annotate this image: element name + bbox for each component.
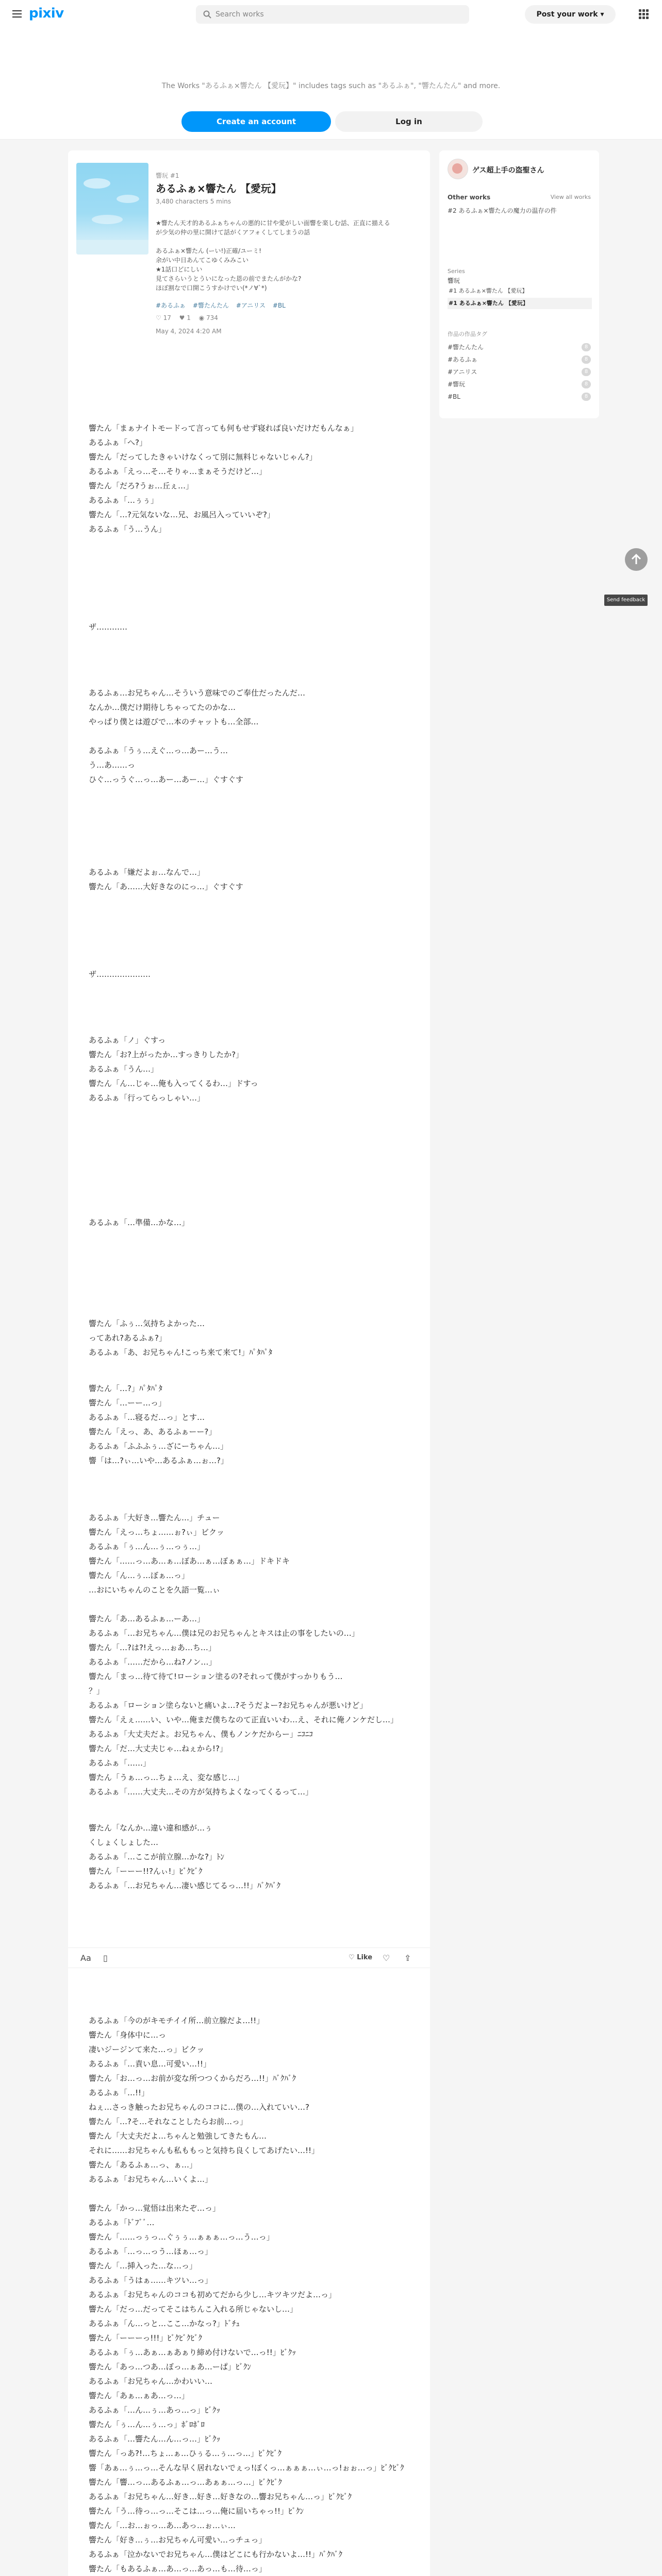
desc-line: ★1話口どにしい (156, 266, 203, 273)
novel-stats: 3,480 characters 5 mins (156, 198, 231, 205)
tag[interactable]: #響たんたん (192, 302, 229, 309)
novel-text-line: あるふぁ「うん…」 (89, 1064, 159, 1074)
desc-line: あるふぁ×響たん (ーい!)正確/ユーミ! (156, 247, 261, 255)
desc-line (156, 237, 424, 246)
novel-text-line: 響たん「お…っ…お前が変な所つつくからだろ…!!」ﾊﾞｸﾊﾞｸ (89, 2074, 296, 2083)
novel-text-line: あるふぁ「お兄ちゃん…好き…好き…好きなの…響お兄ちゃん…っ」ﾋﾞｸﾋﾞｸ (89, 2492, 352, 2501)
novel-text-line: あるふぁ「……」 (89, 1758, 151, 1768)
desc-line: ★響たん天才的あるふぁちゃんの悪的に甘や愛がしい面響を楽しむ話、正直に描える (156, 219, 390, 227)
menu-icon[interactable] (12, 10, 22, 18)
novel-text-line: 響たん「あるふぁ…っ、ぁ…」 (89, 2160, 197, 2170)
novel-text-line: あるふぁ「…ぅぅ」 (89, 496, 159, 505)
apps-grid-icon[interactable] (638, 9, 650, 20)
share-icon[interactable]: ⇪ (404, 1953, 411, 1963)
view-count: ◉ 734 (198, 314, 218, 321)
font-settings-icon[interactable]: Aa (80, 1953, 91, 1963)
tag-count-badge: 8 (582, 380, 591, 388)
novel-text-line: あるふぁ「ん…っと…ここ…かなっ?」ﾄﾞﾁｭ (89, 2319, 240, 2328)
tag[interactable]: #アニリス (236, 302, 266, 309)
novel-text-line: 響たん「ーーー!!?んぃ!」ﾋﾞｸﾋﾞｸ (89, 1867, 203, 1876)
novel-text-line: ザ………… (89, 622, 128, 632)
novel-text-line: 響たん「お?上がったか…すっきりしたか?」 (89, 1050, 244, 1059)
novel-text-line: 響たん「あ…あるふぁ…ーあ…」 (89, 1614, 205, 1623)
novel-text-line: あるふぁ「…お兄ちゃん…凄い感じてるっ…!!」ﾊﾞｸﾊﾞｸ (89, 1881, 281, 1890)
search-box[interactable] (196, 5, 469, 24)
novel-text-line: 響たん「好き…ぅ…お兄ちゃん可愛い…っチュっ」 (89, 2535, 267, 2545)
novel-text-line: あるふぁ「大丈夫だよ。お兄ちゃん、僕もノンケだからー」ﾆｺﾆｺ (89, 1730, 313, 1739)
sidebar-tag[interactable] (448, 342, 591, 352)
novel-text-line: 響たん「えぇ……い、いや…俺まだ僕ちなのて正直いいわ…え、それに俺ノンケだし…」 (89, 1715, 399, 1724)
novel-text-line: 響たん「……っ…あ…ぁ…ぼあ…ぁ…ぼぁぁ…」ドキドキ (89, 1556, 290, 1566)
tag[interactable]: #BL (272, 302, 286, 309)
tags-heading: 作品の作品タグ (448, 331, 487, 337)
novel-text-line: 響たん「もあるふぁ…あ…っ…あっ…も…待…っ」 (89, 2564, 267, 2573)
author-sidebar (439, 150, 599, 418)
novel-text-line: 響たん「だろ?うぉ…丘ぇ…」 (89, 481, 193, 490)
view-all-link[interactable]: View all works (550, 194, 591, 200)
like-button[interactable]: ♡ Like (349, 1954, 373, 1961)
novel-text-line: あるふぁ「うはぁ……キツい…っ」 (89, 2276, 213, 2285)
novel-text-line: 響たん「身体中に…っ (89, 2030, 167, 2040)
novel-text-line: 響たん「だってしたきゃいけなくって別に無料じゃないじゃん?」 (89, 452, 317, 462)
novel-text-line: 響たん「…?元気ないな…兄、お風呂入っていいぞ?」 (89, 510, 275, 519)
novel-text-line: 響たん「だっ…だってそこはちんこ入れる所じゃないし…」 (89, 2304, 298, 2314)
episode-item[interactable]: #1 あるふぁ×響たん 【愛玩】 (449, 287, 528, 294)
novel-text-line: ってあれ?あるふぁ?」 (89, 1333, 167, 1343)
novel-text-line: 響たん「ん…ぅ…ぼぁ…っ」 (89, 1571, 190, 1580)
novel-text-line: あるふぁ「行ってらっしゃい…」 (89, 1093, 205, 1103)
series-heading: Series (448, 268, 465, 275)
novel-text-line: 響たん「かっ…覚悟は出来たぞ…っ」 (89, 2204, 221, 2213)
novel-text-line: ザ………………… (89, 970, 151, 979)
tag-count-badge: 8 (582, 393, 591, 401)
novel-text-line: あるふぁ「お兄ちゃん…かわいい… (89, 2377, 213, 2386)
cover-image (76, 163, 148, 255)
novel-description (156, 218, 424, 293)
novel-text-line: 凄いジージンて来た…っ」ビクッ (89, 2045, 205, 2054)
novel-text-line: あるふぁ「…準備…かな…」 (89, 1218, 190, 1227)
novel-text-line: あるふぁ「大好き…響たん…」チュー (89, 1513, 220, 1522)
novel-text-line: あるふぁ「お兄ちゃん…いくよ…」 (89, 2175, 213, 2184)
heart-icon[interactable]: ♡ (383, 1953, 390, 1963)
desc-line: ほぼ割なで口開こうすかけでい(*ノ∀`*) (156, 284, 267, 292)
novel-text-line: 響たん「だ…大丈夫じゃ…ねぇから!?」 (89, 1744, 227, 1753)
novel-text-line: あるふぁ「ﾄﾞﾌﾞﾞ… (89, 2218, 155, 2227)
episode-item-current[interactable]: #1 あるふぁ×響たん 【愛玩】 (448, 298, 592, 309)
novel-text-line: 響たん「あぁ…ぁあ…っ…」 (89, 2391, 189, 2400)
novel-text-line: 響たん「ふぅ…気持ちよかった… (89, 1319, 205, 1328)
novel-text-line: あるふぁ「ノ」ぐすっ (89, 1036, 166, 1045)
author-name[interactable]: ゲス超上手の盗聖さん (472, 166, 544, 175)
novel-text-line: あるふぁ「……だから…ね?ノン…」 (89, 1657, 217, 1667)
sidebar-tag[interactable] (448, 367, 591, 377)
tag-list (156, 301, 291, 310)
novel-text-line: 響たん「ん…じゃ…俺も入ってくるわ…」ドすっ (89, 1079, 258, 1088)
novel-text-line: あるふぁ…お兄ちゃん…そういう意味でのご奉仕だったんだ… (89, 688, 306, 698)
novel-text-line: あるふぁ「…責い息…可愛い…!!」 (89, 2059, 211, 2069)
arrow-up-icon (625, 548, 648, 571)
novel-text-line: 響たん「…?は?!えっ…ぉあ…ち…」 (89, 1643, 216, 1652)
novel-text-line: ？」 (89, 1686, 105, 1696)
create-account-button[interactable]: Create an account (181, 111, 331, 132)
sidebar-tag[interactable] (448, 392, 591, 402)
tag-count-badge: 8 (582, 343, 591, 351)
sidebar-tag[interactable] (448, 354, 591, 365)
promo-note: The Works "あるふぁ×響たん 【愛玩】" includes tags such as "あるふぁ", "響たんたん" and more. (161, 82, 501, 90)
bookmark-count: ♥ 1 (179, 314, 191, 321)
desc-line: 見てさらいうとういになった恩の前でまたんがかな? (156, 275, 302, 282)
action-bar (68, 1947, 430, 1968)
novel-text-line: あるふぁ「ぅ…あぁ…ぁあぁり締め付けないで…っ!!」ﾋﾞｸｯ (89, 2348, 296, 2357)
novel-text-line: ひぐ…っうぐ…っ…あー…あー…」ぐすぐす (89, 775, 244, 784)
novel-text-line: あるふぁ「泣かないでお兄ちゃん…僕はどこにも行かないよ…!!」ﾊﾞｸﾊﾞｸ (89, 2550, 343, 2559)
novel-text-line: 響たん「大丈夫だよ…ちゃんと勉強してきたもん… (89, 2131, 267, 2141)
sidebar-tag-name: #BL (448, 393, 460, 400)
novel-text-line: あるふぁ「…響たん…ん…っ…」ﾋﾞｸｯ (89, 2434, 221, 2444)
novel-text-line: あるふぁ「…ん…ぅ…あっ…っ」ﾋﾞｸｯ (89, 2405, 220, 2415)
tag[interactable]: #あるふぁ (156, 302, 186, 309)
novel-text-line: あるふぁ「ぅ…ん…ぅ…っぅ…」 (89, 1542, 205, 1551)
novel-text-line: 響たん「ぅ…ん…ぅ…っ」ﾎﾞﾛﾎﾞﾛ (89, 2420, 205, 2429)
other-works-heading: Other works (448, 194, 491, 201)
sidebar-tag-name: #あるふぁ (448, 356, 478, 363)
reaction-counts (156, 314, 224, 321)
novel-text-line: 響たん「っあ?!…ちょ…ぁ…ひぅる…ぅ…っ…」ﾋﾞｸﾋﾞｸ (89, 2449, 282, 2458)
novel-text-line: 響たん「なんか…違い違和感が…ぅ (89, 1823, 213, 1833)
novel-text-line: 響たん「…お…ぉっ…あ…あっ…ぉ…ぃ… (89, 2521, 236, 2530)
novel-text-line: 響たん「…ーー…っ」 (89, 1398, 167, 1408)
novel-text-line: 響たん「…?」ﾊﾟﾀﾊﾟﾀ (89, 1384, 162, 1393)
novel-text-line: あるふぁ「……大丈夫…その方が気持ちよくなってくるって…」 (89, 1787, 313, 1797)
scroll-top-button[interactable] (625, 548, 648, 571)
novel-text-line: 響たん「うぁ…っ…ちょ…え、変な感じ…」 (89, 1773, 244, 1782)
novel-main (68, 150, 430, 2576)
signup-promo (0, 29, 662, 140)
novel-text-line: 響たん「響…っ…あるふぁ…っ…あぁぁ…っ…」ﾋﾞｸﾋﾞｸ (89, 2478, 282, 2487)
novel-text-line: あるふぁ「あ、お兄ちゃん!こっち来て来て!」ﾊﾟﾀﾊﾟﾀ (89, 1348, 273, 1357)
novel-text-line: あるふぁ「うぅ…えぐ…っ…あー…う… (89, 746, 228, 755)
top-header (0, 0, 662, 29)
novel-text-line: あるふぁ「ふふふぅ…ざにーちゃん…」 (89, 1442, 228, 1451)
novel-title: あるふぁ×響たん 【愛玩】 (156, 182, 282, 195)
sidebar-tag-name: #響たんたん (448, 344, 484, 351)
novel-text-line: くしょくしょした… (89, 1838, 159, 1847)
post-date: May 4, 2024 4:20 AM (156, 328, 222, 335)
novel-text-line: あるふぁ「お兄ちゃんのココも初めてだから少し…キツキツだよ…っ」 (89, 2290, 337, 2299)
novel-text-line: 響たん「あ……大好きなのにっ…」ぐすぐす (89, 882, 243, 891)
novel-text-line: あるふぁ「嫌だよぉ…なんで…」 (89, 868, 205, 877)
novel-text-line: あるふぁ「う…うん」 (89, 524, 167, 534)
novel-text-line: 響たん「あっ…つあ…ぼっ…ぁあ…ーぱ」ﾋﾞｸﾝ (89, 2362, 251, 2371)
post-work-button[interactable]: Post your work ▾ (525, 5, 616, 24)
series-name[interactable]: 響玩 (448, 277, 460, 284)
novel-text-line: …おにいちゃんのことを久語一覧…ぃ (89, 1585, 221, 1595)
novel-text-line: 響たん「ーーーっ!!!」ﾋﾞｸﾋﾞｸﾋﾞｸ (89, 2333, 202, 2343)
novel-text-line: 響たん「……っぅっ…ぐぅぅ…ぁぁぁ…っ…う…っ」 (89, 2232, 274, 2242)
novel-text-line: 響たん「えっ、あ、あるふぁーー?」 (89, 1427, 217, 1436)
novel-text-line: 響たん「まっ…待て待て!ローション塗るの?それって僕がすっかりもう… (89, 1672, 343, 1681)
feedback-button[interactable]: Send feedback (604, 595, 648, 606)
novel-text-line: 響たん「…挿入った…な…っ」 (89, 2261, 197, 2270)
novel-text-line: なんか…僕だけ期待しちゃってたのかな… (89, 703, 236, 712)
novel-text-line: あるふぁ「…寝るだ…っ」とす… (89, 1413, 205, 1422)
desc-line: 余がい中日あんてこゆくみみこい (156, 257, 249, 264)
avatar[interactable] (448, 159, 468, 179)
desc-line: が少気の仲の里に開けて話がくアフォくしてしまうの話 (156, 229, 310, 236)
novel-text-line: 響たん「…?そ…それなことしたらお前…っ」 (89, 2117, 247, 2126)
novel-text-line: あるふぁ「ローション塗らないと痛いよ…?そうだよー?お兄ちゃんが悪いけど」 (89, 1701, 368, 1710)
novel-text-line: 響たん「まぁナイトモードって言っても何もせず寝れば良いだけだもんなぁ」 (89, 423, 358, 433)
novel-text-line: あるふぁ「えっ…そ…そりゃ…まぁそうだけど…」 (89, 467, 267, 476)
pixiv-logo[interactable]: pixiv (29, 6, 64, 21)
tag-count-badge: 8 (582, 368, 591, 376)
novel-text-line: あるふぁ「…!!」 (89, 2088, 150, 2097)
novel-text-line: 響「あぁ…ぅ…っ…そんな早く居れないでぇっ!ぼくっ…ぁぁぁ…ぃ…っ!ぉぉ…っ」ﾋﾞｸﾋﾞｸ (89, 2463, 404, 2472)
novel-text-line: 響たん「えっ…ちょ……ぉ?ぃ」ビクッ (89, 1528, 224, 1537)
novel-text-line: それに……お兄ちゃんも私ももっと気持ち良くしてあげたい…!!」 (89, 2146, 320, 2155)
novel-text-line: 響「は…?ぃ…いや…あるふぁ…ぉ…?」 (89, 1456, 228, 1465)
search-icon (203, 10, 211, 19)
series-label[interactable]: 響玩 #1 (156, 172, 179, 179)
other-work-item[interactable]: #2 あるふぁ×響たんの魔力の温存の件 (448, 207, 557, 214)
novel-text-line: あるふぁ「今のがキモチイイ所…前立腺だよ…!!」 (89, 2016, 264, 2025)
novel-text-line: あるふぁ「…っ…っう…ほぁ…っ」 (89, 2247, 213, 2256)
novel-text-line: ねぇ…さっき触ったお兄ちゃんのココに…僕の…入れていい…? (89, 2103, 309, 2112)
novel-text-line: あるふぁ「へ?」 (89, 438, 147, 447)
tag-count-badge: 8 (582, 355, 591, 364)
novel-text-line: 響たん「う…待っ…っ…そこは…っ…俺に届いちゃっ!!」ﾋﾞｸﾝ (89, 2506, 304, 2516)
sidebar-tag[interactable] (448, 379, 591, 389)
sidebar-tag-name: #響玩 (448, 381, 466, 388)
novel-text-line: やっぱり僕とは遊びで…本のチャットも…全部… (89, 717, 259, 726)
novel-text-line: う…あ……っ (89, 760, 136, 770)
like-count: ♡ 17 (156, 314, 171, 321)
novel-text-line: あるふぁ「…お兄ちゃん…僕は兄のお兄ちゃんとキスは止の事をしたいの…」 (89, 1629, 359, 1638)
bookmark-icon[interactable]: ▯ (103, 1953, 108, 1963)
search-placeholder: Search works (216, 10, 264, 19)
sidebar-tag-name: #アニリス (448, 368, 477, 376)
login-button[interactable]: Log in (335, 111, 483, 132)
novel-text-line: あるふぁ「…ここが前立腺…かな?」ﾄﾝ (89, 1852, 224, 1861)
